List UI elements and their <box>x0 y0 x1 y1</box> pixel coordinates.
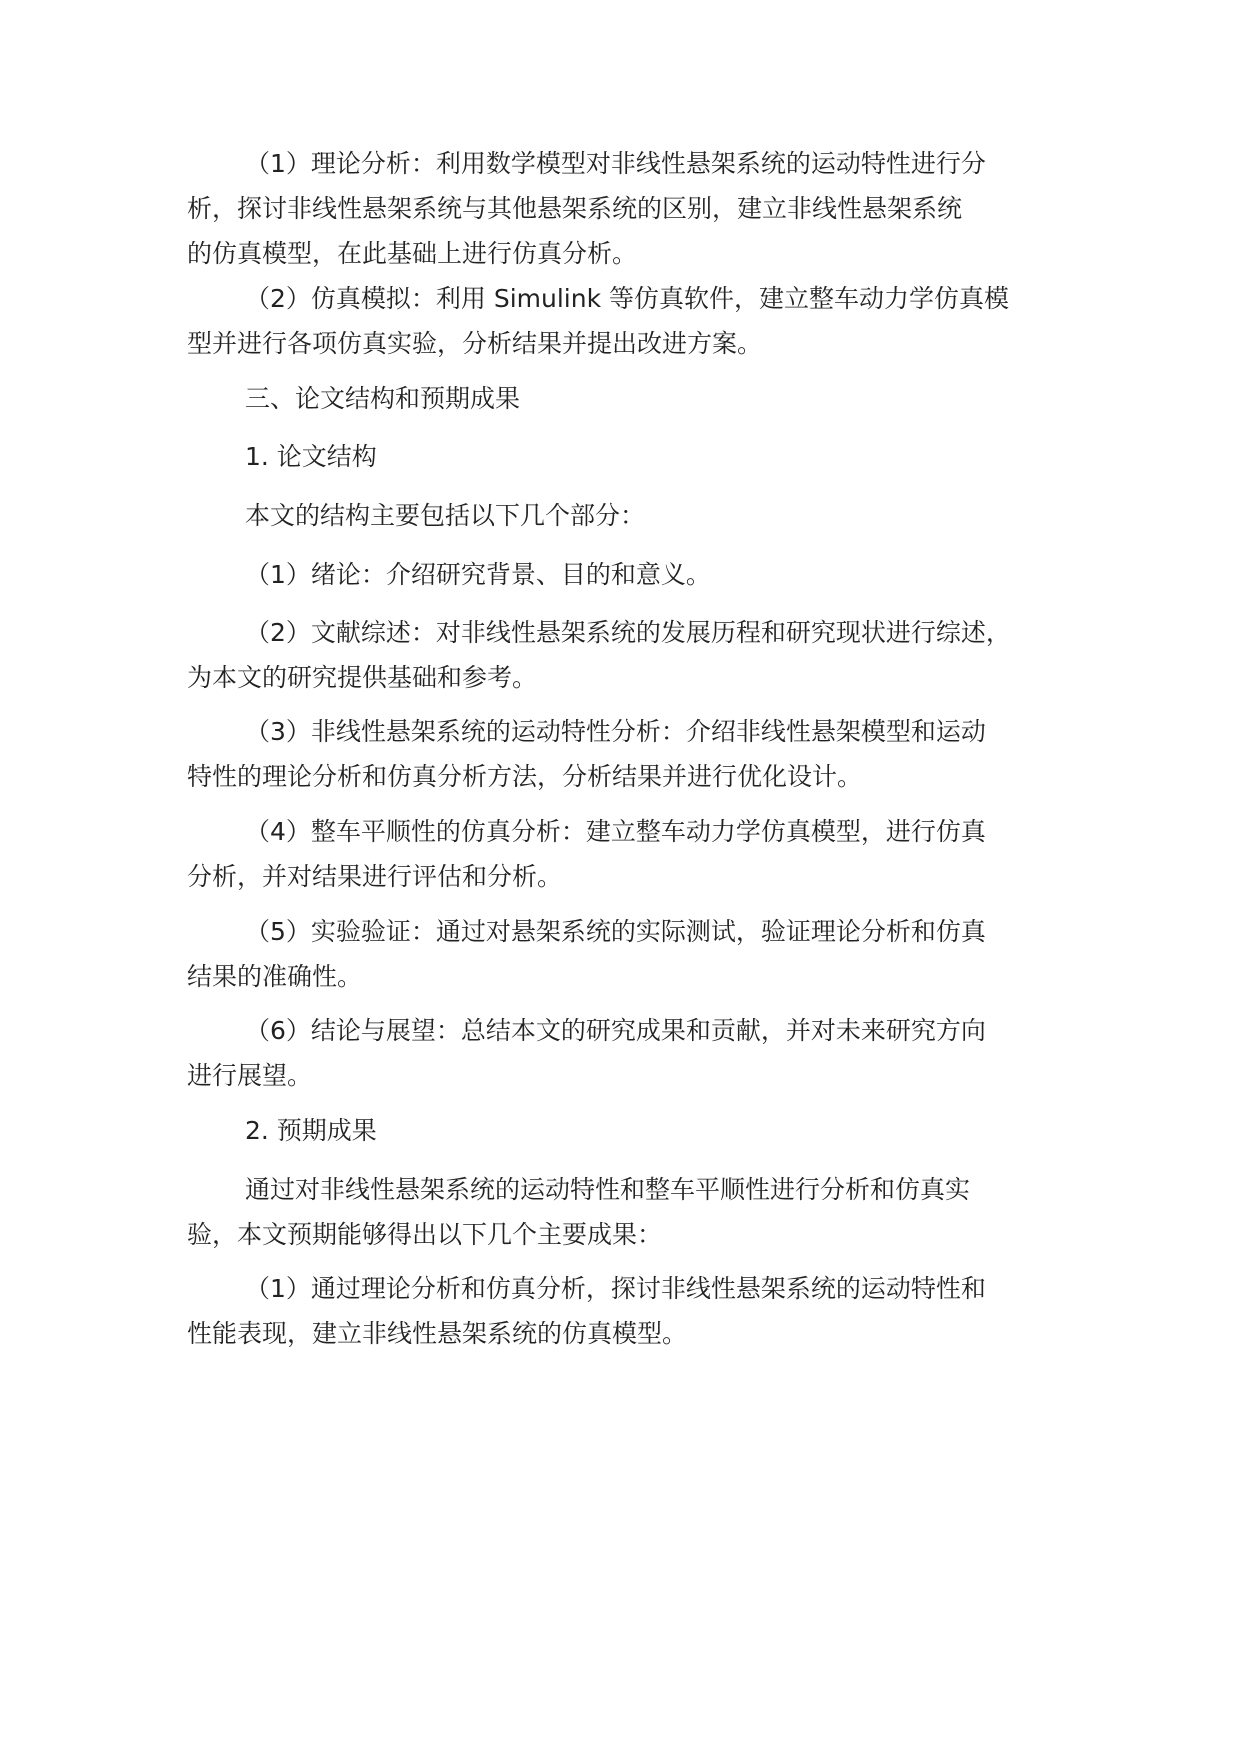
text-line: 析，探讨非线性悬架系统与其他悬架系统的区别，建立非线性悬架系统 <box>187 194 963 223</box>
text-line: （1）理论分析：利用数学模型对非线性悬架系统的运动特性进行分 <box>245 149 986 178</box>
paragraph-expected-intro <box>187 1167 1083 1257</box>
text-line: 本文的结构主要包括以下几个部分： <box>245 501 646 530</box>
paragraph-theory-analysis <box>187 141 1083 276</box>
text-line: （2）文献综述：对非线性悬架系统的发展历程和研究现状进行综述， <box>245 618 1011 647</box>
paragraph-item-introduction <box>187 552 1083 597</box>
text-line: 三、论文结构和预期成果 <box>245 384 521 413</box>
text-line: （6）结论与展望：总结本文的研究成果和贡献，并对未来研究方向 <box>245 1016 986 1045</box>
text-line: （4）整车平顺性的仿真分析：建立整车动力学仿真模型，进行仿真 <box>245 817 986 846</box>
paragraph-structure-intro <box>187 493 1083 538</box>
text-line: 为本文的研究提供基础和参考。 <box>187 663 538 692</box>
text-line: 进行展望。 <box>187 1061 313 1090</box>
subheading-expected-results <box>187 1108 1083 1153</box>
text-line: 1. 论文结构 <box>245 442 377 471</box>
text-line: 分析，并对结果进行评估和分析。 <box>187 862 563 891</box>
text-line: （2）仿真模拟：利用 Simulink 等仿真软件，建立整车动力学仿真模 <box>245 284 1010 313</box>
section-heading-structure-results <box>187 376 1083 421</box>
subheading-thesis-structure <box>187 434 1083 479</box>
text-line: 验，本文预期能够得出以下几个主要成果： <box>187 1220 663 1249</box>
paragraph-item-motion-analysis <box>187 709 1083 799</box>
text-line: （5）实验验证：通过对悬架系统的实际测试，验证理论分析和仿真 <box>245 917 986 946</box>
text-line: 特性的理论分析和仿真分析方法，分析结果并进行优化设计。 <box>187 762 863 791</box>
text-line: （1）绪论：介绍研究背景、目的和意义。 <box>245 560 711 589</box>
text-line: （1）通过理论分析和仿真分析，探讨非线性悬架系统的运动特性和 <box>245 1274 986 1303</box>
paragraph-item-literature-review <box>187 610 1083 700</box>
text-line: 2. 预期成果 <box>245 1116 377 1145</box>
text-line: 结果的准确性。 <box>187 962 363 991</box>
text-line: 性能表现，建立非线性悬架系统的仿真模型。 <box>187 1319 688 1348</box>
text-line: 的仿真模型，在此基础上进行仿真分析。 <box>187 239 638 268</box>
paragraph-expected-item-1 <box>187 1266 1083 1356</box>
paragraph-simulation <box>187 276 1083 366</box>
text-line: （3）非线性悬架系统的运动特性分析：介绍非线性悬架模型和运动 <box>245 717 986 746</box>
paragraph-item-experiment <box>187 909 1083 999</box>
text-line: 型并进行各项仿真实验，分析结果并提出改进方案。 <box>187 329 763 358</box>
text-line: 通过对非线性悬架系统的运动特性和整车平顺性进行分析和仿真实 <box>245 1175 971 1204</box>
paragraph-item-conclusion <box>187 1008 1083 1098</box>
paragraph-item-ride-comfort <box>187 809 1083 899</box>
